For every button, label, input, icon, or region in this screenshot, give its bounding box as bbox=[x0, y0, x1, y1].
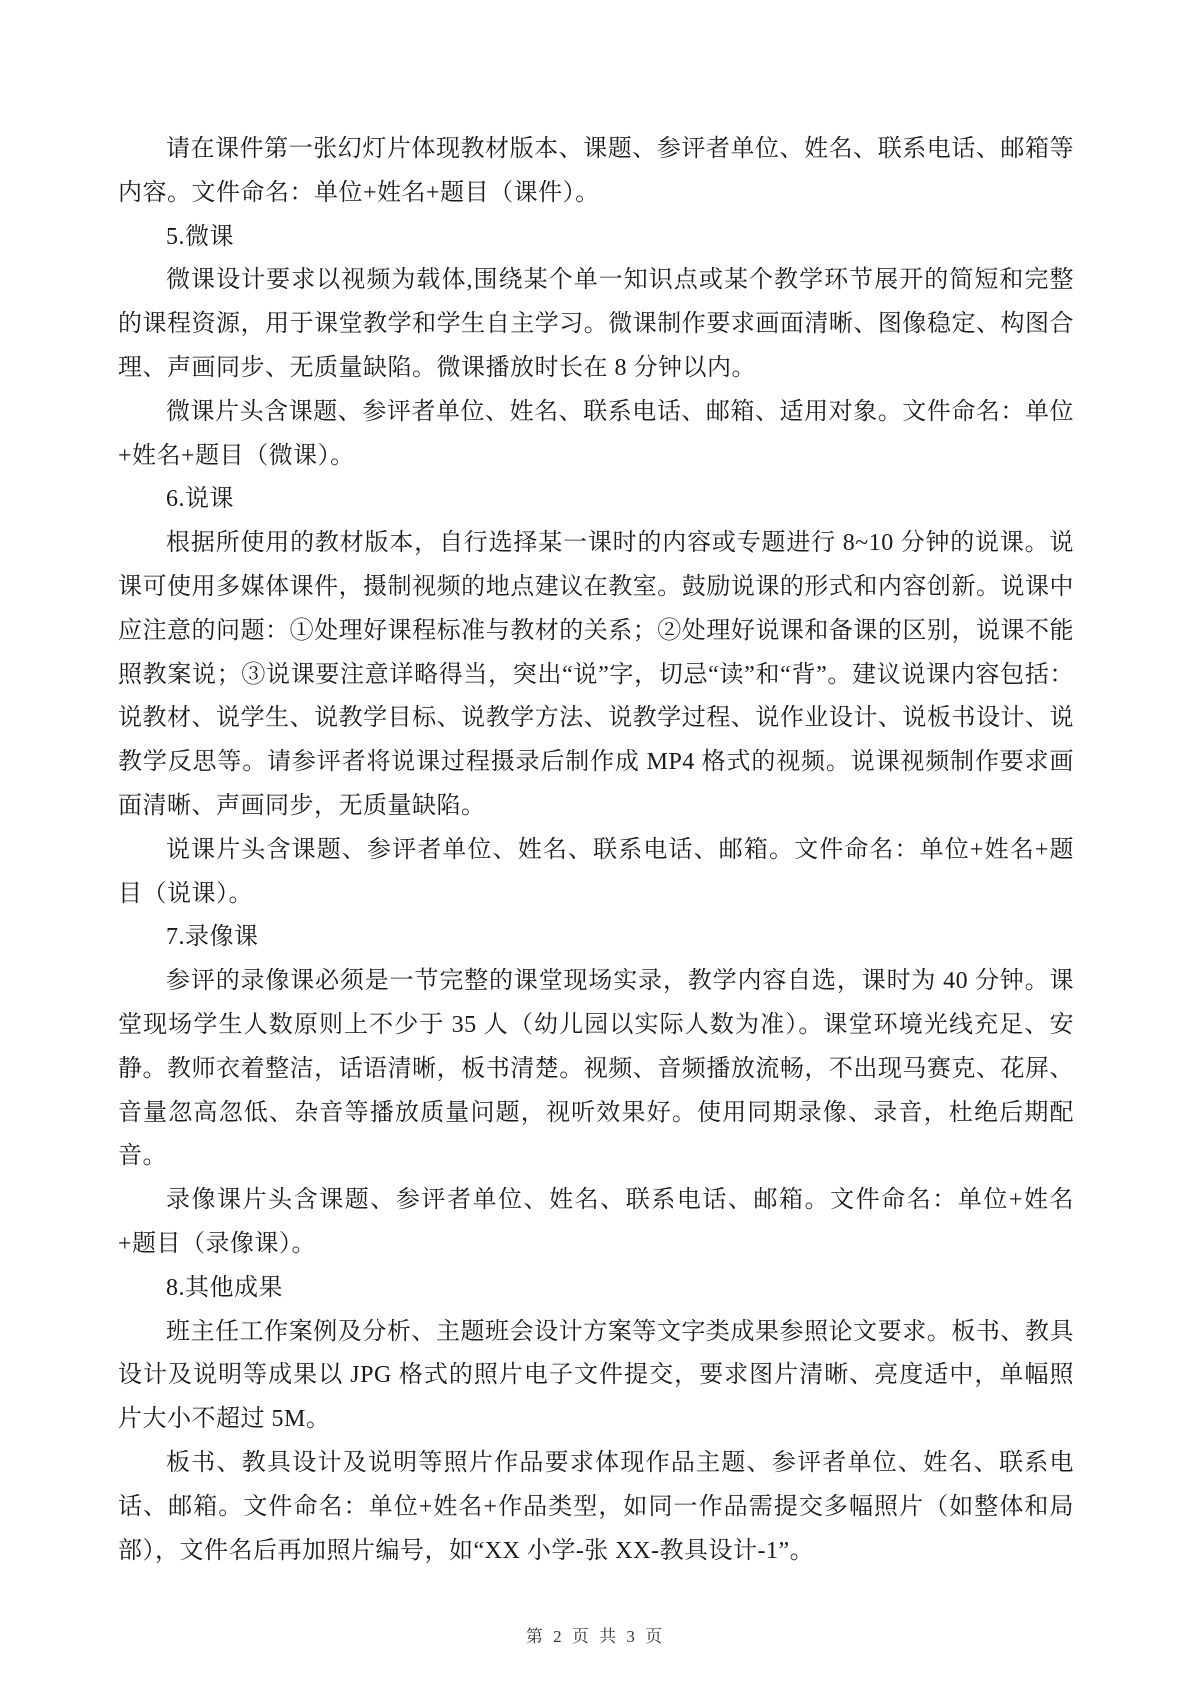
paragraph: 参评的录像课必须是一节完整的课堂现场实录，教学内容自选，课时为 40 分钟。课堂现场学生人数原则上不少于 35 人（幼儿园以实际人数为准）。课堂环境光线充足、安静。教师衣着整洁，话语清晰，板书清楚。视频、音频播放流畅，不出现马赛克、花屏、音量忽高忽低、杂音等播放质量问题，视听效果好。使用同期录像、录音，杜绝后期配音。 bbox=[118, 968, 1074, 1170]
section-heading: 5.微课 bbox=[166, 223, 234, 250]
page-number-footer: 第 2 页 共 3 页 bbox=[525, 1627, 666, 1646]
section-heading: 6.说课 bbox=[166, 486, 234, 513]
paragraph: 请在课件第一张幻灯片体现教材版本、课题、参评者单位、姓名、联系电话、邮箱等内容。文件命名：单位+姓名+题目（课件）。 bbox=[118, 136, 1074, 206]
paragraph: 说课片头含课题、参评者单位、姓名、联系电话、邮箱。文件命名：单位+姓名+题目（说课）。 bbox=[118, 836, 1074, 907]
paragraph: 板书、教具设计及说明等照片作品要求体现作品主题、参评者单位、姓名、联系电话、邮箱。文件命名：单位+姓名+作品类型，如同一作品需提交多幅照片（如整体和局部），文件名后再加照片编号，如“XX 小学-张 XX-教具设计-1”。 bbox=[118, 1449, 1074, 1564]
document-body bbox=[118, 128, 1074, 1573]
section-heading: 8.其他成果 bbox=[166, 1274, 283, 1301]
paragraph: 微课设计要求以视频为载体,围绕某个单一知识点或某个教学环节展开的简短和完整的课程资源，用于课堂教学和学生自主学习。微课制作要求画面清晰、图像稳定、构图合理、声画同步、无质量缺陷。微课播放时长在 8 分钟以内。 bbox=[118, 267, 1074, 381]
paragraph: 班主任工作案例及分析、主题班会设计方案等文字类成果参照论文要求。板书、教具设计及说明等成果以 JPG 格式的照片电子文件提交，要求图片清晰、亮度适中，单幅照片大小不超过 5M。 bbox=[118, 1318, 1074, 1433]
paragraph: 根据所使用的教材版本，自行选择某一课时的内容或专题进行 8~10 分钟的说课。说课可使用多媒体课件，摄制视频的地点建议在教室。鼓励说课的形式和内容创新。说课中应注意的问题：①处理好课程标准与教材的关系；②处理好说课和备课的区别，说课不能照教案说；③说课要注意详略得当，突出“说”字，切忌“读”和“背”。建议说课内容包括：说教材、说学生、说教学目标、说教学方法、说教学过程、说作业设计、说板书设计、说教学反思等。请参评者将说课过程摄录后制作成 MP4 格式的视频。说课视频制作要求画面清晰、声画同步，无质量缺陷。 bbox=[118, 530, 1074, 819]
paragraph: 录像课片头含课题、参评者单位、姓名、联系电话、邮箱。文件命名：单位+姓名+题目（录像课）。 bbox=[118, 1187, 1074, 1257]
paragraph: 微课片头含课题、参评者单位、姓名、联系电话、邮箱、适用对象。文件命名：单位+姓名+题目（微课）。 bbox=[118, 398, 1074, 469]
section-heading: 7.录像课 bbox=[166, 924, 259, 951]
